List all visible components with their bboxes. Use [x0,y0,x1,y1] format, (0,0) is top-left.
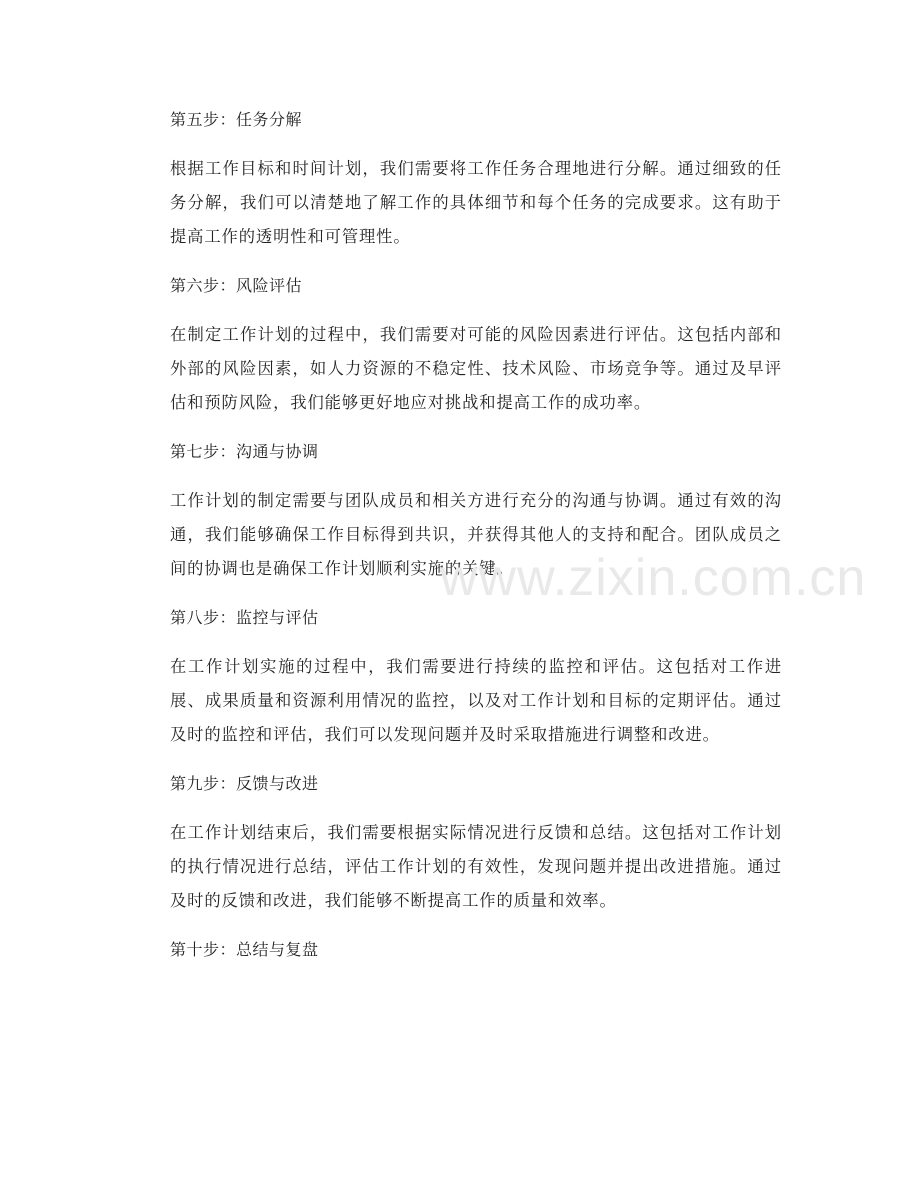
section-body-step-6: 在制定工作计划的过程中，我们需要对可能的风险因素进行评估。这包括内部和外部的风险因素，如人力资源的不稳定性、技术风险、市场竞争等。通过及早评估和预防风险，我们能够更好地应对挑战和提高工作的成功率。 [170,325,782,412]
section-heading-step-8: 第八步：监控与评估 [170,608,319,627]
section-heading-step-7: 第七步：沟通与协调 [170,442,319,461]
section-heading-step-5: 第五步：任务分解 [170,110,303,129]
section-body-step-8: 在工作计划实施的过程中，我们需要进行持续的监控和评估。这包括对工作进展、成果质量和资源利用情况的监控，以及对工作计划和目标的定期评估。通过及时的监控和评估，我们可以发现问题并及时采取措施进行调整和改进。 [170,657,782,744]
watermark-text: www.zixin.com.cn [440,549,867,607]
section-heading-step-10: 第十步：总结与复盘 [170,940,319,959]
section-heading-step-6: 第六步：风险评估 [170,276,303,295]
section-heading-step-9: 第九步：反馈与改进 [170,774,319,793]
section-body-step-9: 在工作计划结束后，我们需要根据实际情况进行反馈和总结。这包括对工作计划的执行情况进行总结，评估工作计划的有效性，发现问题并提出改进措施。通过及时的反馈和改进，我们能够不断提高工作的质量和效率。 [170,823,782,910]
section-body-step-5: 根据工作目标和时间计划，我们需要将工作任务合理地进行分解。通过细致的任务分解，我们可以清楚地了解工作的具体细节和每个任务的完成要求。这有助于提高工作的透明性和可管理性。 [170,159,782,246]
section-body-step-7: 工作计划的制定需要与团队成员和相关方进行充分的沟通与协调。通过有效的沟通，我们能够确保工作目标得到共识，并获得其他人的支持和配合。团队成员之间的协调也是确保工作计划顺利实施的关键。 [170,491,782,578]
document-content [170,104,782,982]
